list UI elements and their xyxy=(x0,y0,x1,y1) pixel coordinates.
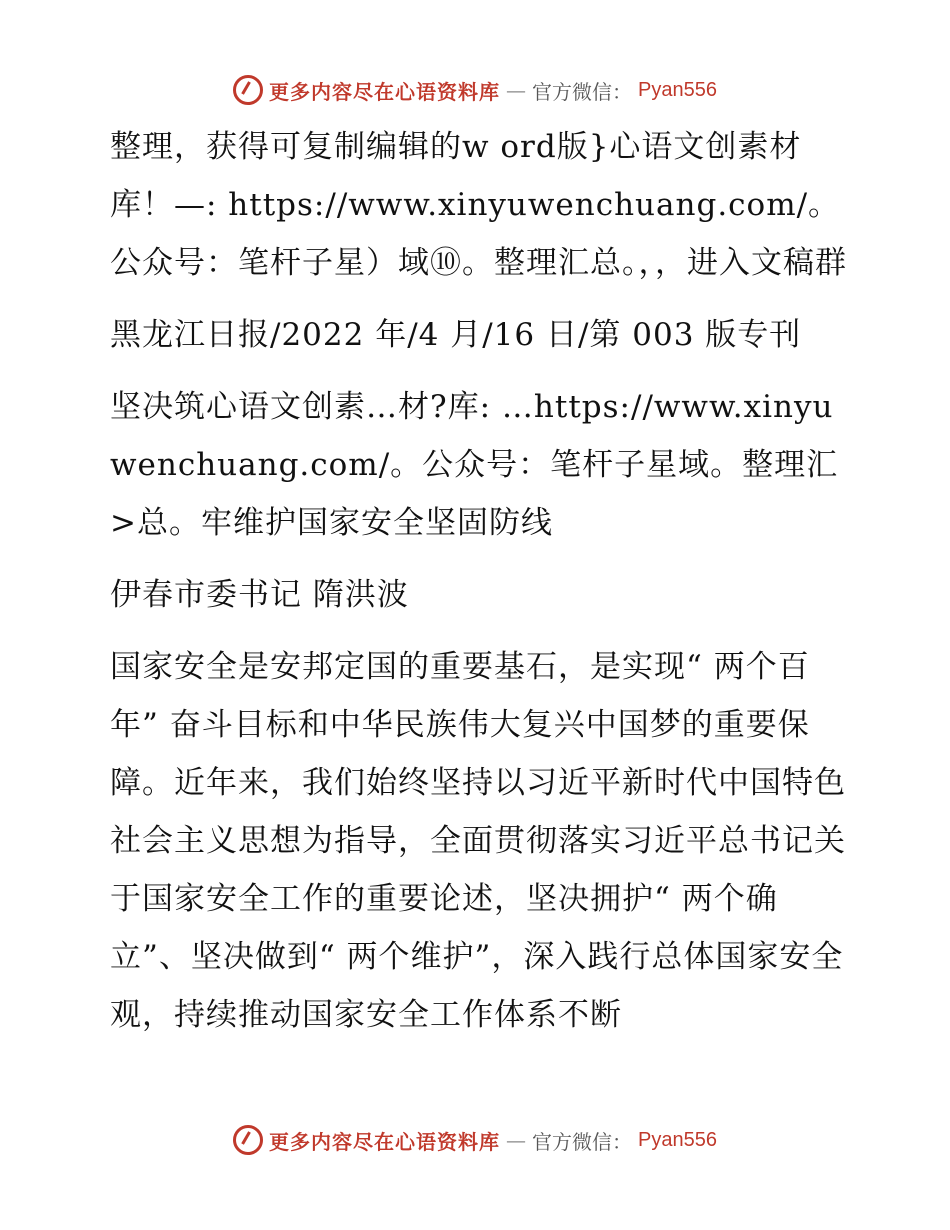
banner-official-label: 官方微信： xyxy=(532,79,633,104)
footer-banner xyxy=(0,1120,950,1160)
document-body xyxy=(98,118,858,1058)
banner-separator: — xyxy=(506,78,527,102)
banner-separator: — xyxy=(506,1128,527,1152)
paragraph-title: 坚决筑心语文创素…材?库: …https://www.xinyuwenchuang.com/。公众号：笔杆子星域。整理汇>总。牢维护国家安全坚固防线 xyxy=(110,389,839,541)
banner-official-label: 官方微信： xyxy=(532,1129,633,1154)
banner-text: 更多内容尽在心语资料库 xyxy=(269,1129,501,1154)
header-banner xyxy=(0,70,950,110)
paragraph-author: 伊春市委书记 隋洪波 xyxy=(110,577,409,613)
pen-logo-icon xyxy=(233,1125,263,1155)
paragraph-body: 国家安全是安邦定国的重要基石，是实现“ 两个百年” 奋斗目标和中华民族伟大复兴中国梦的重要保障。近年来，我们始终坚持以习近平新时代中国特色社会主义思想为指导，全面贯彻落实习近平总书记关于国家安全工作的重要论述，坚决拥护“ 两个确立”、坚决做到“ 两个维护”，深入践行总体国家安全观，持续推动国家安全工作体系不断 xyxy=(110,649,846,1033)
banner-text: 更多内容尽在心语资料库 xyxy=(269,79,501,104)
paragraph-intro: 整理，获得可复制编辑的w ord版}心语文创素材库！—: https://www.xinyuwenchuang.com/。公众号：笔杆子星）域⑩。整理汇总。，，进入文稿群 xyxy=(110,129,847,281)
banner-wechat-id: Pyan556 xyxy=(638,1128,717,1151)
paragraph-source: 黑龙江日报/2022 年/4 月/16 日/第 003 版专刊 xyxy=(110,317,802,353)
banner-wechat-id: Pyan556 xyxy=(638,78,717,101)
pen-logo-icon xyxy=(233,75,263,105)
